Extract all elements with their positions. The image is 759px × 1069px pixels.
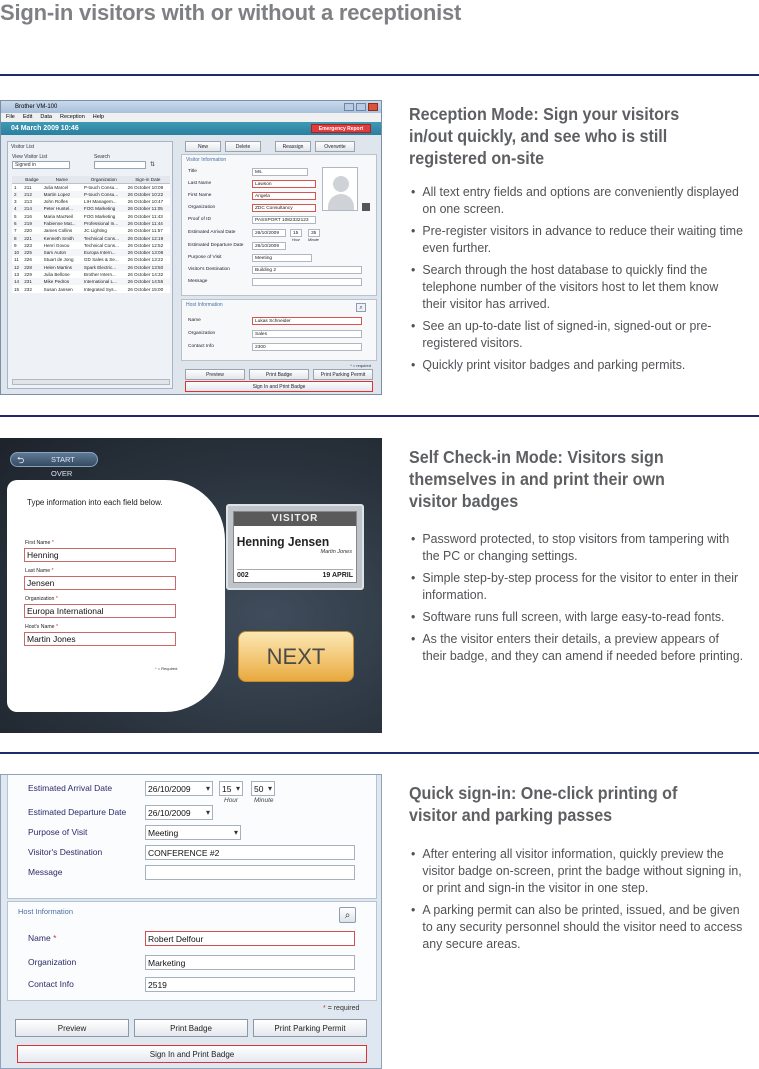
table-cell: 212 <box>24 191 32 197</box>
emergency-report-button[interactable]: Emergency Report <box>311 124 371 133</box>
page-title: Sign-in visitors with or without a receptionist <box>0 0 462 25</box>
table-cell: 216 <box>24 213 32 219</box>
table-cell: 10 <box>14 250 20 256</box>
table-cell: 2 <box>14 191 17 197</box>
column-header[interactable]: Sign-in Date <box>126 176 170 183</box>
table-cell: 14 <box>14 279 20 285</box>
host-org-label: Organization <box>28 957 77 967</box>
table-cell: Martin Lopez <box>43 191 71 197</box>
badge-host-name: Martin Jones <box>320 549 352 555</box>
minute-label: Minute <box>308 238 319 242</box>
bullet-item: • All text entry fields and options are conveniently displayed on one screen. <box>411 183 745 217</box>
host-info-label: Host Information <box>186 302 223 308</box>
table-cell: 12 <box>14 264 20 270</box>
table-cell: Mike Pedros <box>43 279 70 285</box>
table-cell: 26 October 11:05 <box>127 206 163 212</box>
window-titlebar <box>1 101 381 113</box>
hour-label: Hour <box>292 238 300 242</box>
table-row[interactable] <box>12 249 170 256</box>
host-contact-label: Contact Info <box>28 979 74 989</box>
new-button[interactable]: New <box>185 141 221 152</box>
table-cell: James Collins <box>43 228 73 234</box>
host-info-title: Host Information <box>18 907 74 916</box>
table-row[interactable] <box>12 198 170 205</box>
arrival-date-select[interactable]: 26/10/2009 ▾ <box>145 781 213 796</box>
table-cell: 26 October 11:44 <box>127 220 163 226</box>
table-cell: P-touch Consu... <box>83 184 119 190</box>
column-header[interactable]: Badge <box>22 176 41 183</box>
table-cell: 26 October 13:22 <box>127 257 164 263</box>
bullet-item: • Password protected, to stop visitors from tampering with the PC or changing settings. <box>411 530 745 564</box>
last-name-field[interactable]: Lawson <box>252 180 316 188</box>
view-label: View Visitor List <box>12 154 48 160</box>
table-cell: 5 <box>14 213 17 219</box>
table-cell: JC Lighting <box>83 228 107 234</box>
purpose-label: Purpose of Visit <box>28 827 88 837</box>
table-cell: 225 <box>24 250 32 256</box>
current-date: 04 March 2009 10:46 <box>11 125 79 132</box>
table-cell: 6 <box>14 220 17 226</box>
table-cell: 26 October 12:19 <box>127 235 164 241</box>
section-bullets <box>411 845 751 957</box>
table-cell: John Rolfes <box>43 199 68 205</box>
arrival-date-label: Estimated Arrival Date <box>188 230 236 235</box>
table-cell: GD Sales & Se... <box>83 257 119 263</box>
section-title: Self Check-in Mode: Visitors sign themselves in and print their own visitor badges <box>409 447 665 511</box>
start-over-label: START OVER <box>51 455 75 478</box>
destination-input[interactable]: CONFERENCE #2 <box>145 845 355 860</box>
badge-preview <box>226 504 364 590</box>
section-divider <box>0 752 759 754</box>
table-cell: 26 October 10:22 <box>127 191 164 197</box>
arrival-hour-select[interactable]: 15 <box>290 229 302 237</box>
table-cell: Brother Intern... <box>83 272 116 277</box>
table-cell: 213 <box>24 199 32 205</box>
badge-date: 19 APRIL <box>322 572 353 579</box>
visitor-info-label: Visitor Information <box>186 157 227 163</box>
sign-in-print-badge-button[interactable]: Sign In and Print Badge <box>185 381 373 392</box>
table-cell: 26 October 14:32 <box>127 272 164 277</box>
maximize-icon[interactable] <box>356 103 366 111</box>
table-row[interactable] <box>12 285 170 292</box>
table-cell: 13 <box>14 272 20 277</box>
table-cell: Stuart de Jong <box>43 257 74 263</box>
visitor-table <box>12 176 170 293</box>
menu-item[interactable]: File <box>6 114 15 120</box>
last-name-input[interactable]: Jensen <box>24 576 176 590</box>
table-cell: 7 <box>14 228 17 234</box>
message-label: Message <box>28 867 63 877</box>
section-title: Reception Mode: Sign your visitors in/out quickly, and see who is still registered on-site <box>409 104 680 168</box>
table-cell: 221 <box>24 235 32 241</box>
avatar-body-icon <box>328 194 354 210</box>
table-cell: 220 <box>24 228 32 234</box>
table-row[interactable] <box>12 212 170 219</box>
table-cell: Maria MacNeil <box>43 213 73 219</box>
host-name-input[interactable]: Robert Delfour <box>145 931 355 946</box>
table-row[interactable] <box>12 256 170 263</box>
badge-number: 002 <box>237 572 249 579</box>
host-name-field[interactable]: Lukas Schneider <box>252 317 362 325</box>
table-cell: 223 <box>24 242 32 248</box>
visitor-information-panel <box>181 154 377 296</box>
hour-label: Hour <box>224 797 239 804</box>
table-cell: 26 October 15:00 <box>127 286 164 292</box>
preview-button[interactable]: Preview <box>15 1019 129 1037</box>
table-cell: 232 <box>24 286 32 292</box>
sign-in-print-badge-button[interactable]: Sign In and Print Badge <box>17 1045 367 1063</box>
table-cell: Fabienne Mat... <box>43 220 76 226</box>
quick-signin-screenshot <box>0 774 382 1069</box>
menu-item[interactable]: Edit <box>22 114 33 120</box>
first-name-input[interactable]: Henning <box>24 548 176 562</box>
column-header[interactable]: Name <box>42 176 82 183</box>
back-arrow-icon: ⮌ <box>17 455 25 465</box>
title-label: Title <box>188 169 197 174</box>
table-cell: 26 October 10:09 <box>127 184 164 190</box>
delete-button[interactable]: Delete <box>225 141 261 152</box>
bullet-item: • See an up-to-date list of signed-in, signed-out or pre-registered visitors. <box>411 317 745 351</box>
bullet-item: • Search through the host database to quickly find the telephone number of the visitors host to let them know their visitor has arrived. <box>411 261 745 312</box>
departure-date-field[interactable]: 26/10/2009 <box>252 242 286 250</box>
visitor-detail-area <box>181 141 377 389</box>
bullet-item: • A parking permit can also be printed, issued, and be given to any security personnel should the visitor need to access any secure areas. <box>411 901 745 952</box>
departure-date-select[interactable]: 26/10/2009 ▾ <box>145 805 213 820</box>
organization-input[interactable]: Europa International <box>24 604 176 618</box>
arrival-date-label: Estimated Arrival Date <box>28 783 113 793</box>
table-cell: Henri Govou <box>43 242 70 248</box>
next-button[interactable]: NEXT <box>238 631 354 682</box>
table-cell: Professional In... <box>83 220 119 226</box>
table-row[interactable] <box>12 183 170 190</box>
minimize-icon[interactable] <box>344 103 354 111</box>
bullet-item: • As the visitor enters their details, a preview appears of their badge, and they can amend if needed before printing. <box>411 630 745 664</box>
table-cell: 15 <box>14 286 20 292</box>
host-org-input[interactable]: Marketing <box>145 955 355 970</box>
message-field[interactable] <box>252 278 362 286</box>
table-cell: Sam Auton <box>43 250 67 256</box>
print-parking-permit-button[interactable]: Print Parking Permit <box>253 1019 367 1037</box>
table-cell: Helen Martins <box>43 264 72 270</box>
table-row[interactable] <box>12 191 170 198</box>
table-cell: 11 <box>14 257 19 263</box>
search-input[interactable] <box>94 161 146 169</box>
form-instruction: Type information into each field below. <box>27 498 163 507</box>
host-information-panel <box>181 299 377 361</box>
menu-item[interactable]: Data <box>40 114 52 120</box>
table-cell: 214 <box>24 206 32 212</box>
organization-field[interactable]: ZDC Consultancy <box>252 204 316 212</box>
badge-header: VISITOR <box>234 512 356 526</box>
departure-date-label: Estimated Departure Date <box>28 807 127 817</box>
table-cell: Julia Bellone <box>43 272 70 277</box>
table-cell: 4 <box>14 206 17 212</box>
table-row[interactable] <box>12 227 170 234</box>
checkin-form <box>7 480 225 712</box>
table-cell: 26 October 11:43 <box>127 213 163 219</box>
destination-field[interactable]: Building 2 <box>252 266 362 274</box>
table-cell: 26 October 11:57 <box>127 228 163 234</box>
table-row[interactable] <box>12 242 170 249</box>
table-cell: LIH Managem... <box>83 199 117 205</box>
horizontal-scrollbar[interactable] <box>12 379 170 385</box>
required-note: * = required <box>350 363 371 368</box>
arrival-hour-select[interactable]: 15 ▾ <box>219 781 243 796</box>
purpose-select[interactable]: Meeting ▾ <box>145 825 241 840</box>
arrival-minute-select[interactable]: 50 ▾ <box>251 781 275 796</box>
badge-card <box>233 511 357 583</box>
table-row[interactable] <box>12 271 170 278</box>
search-label: Search <box>94 154 110 160</box>
print-badge-button[interactable]: Print Badge <box>249 369 309 380</box>
host-contact-label: Contact Info <box>188 344 214 349</box>
table-cell: 3 <box>14 199 17 205</box>
section-title: Quick sign-in: One-click printing of visitor and parking passes <box>409 783 678 825</box>
host-name-label: Name * <box>28 933 57 943</box>
host-name-label: Host's Name * <box>25 624 59 630</box>
table-cell: P-touch Consu... <box>83 191 119 197</box>
overwrite-button[interactable]: Overwrite <box>315 141 355 152</box>
table-cell: 8 <box>14 235 17 241</box>
table-cell: FOG Marketing <box>83 213 116 219</box>
table-cell: 231 <box>24 279 32 285</box>
table-cell: 26 October 12:52 <box>127 242 164 248</box>
departure-date-label: Estimated Departure Date <box>188 243 244 248</box>
visit-details-panel <box>7 775 377 899</box>
required-note: * = Required <box>155 666 178 671</box>
table-cell: 26 October 10:47 <box>127 199 164 205</box>
camera-icon[interactable] <box>362 203 370 211</box>
minute-label: Minute <box>254 797 274 804</box>
message-input[interactable] <box>145 865 355 880</box>
table-row[interactable] <box>12 205 170 212</box>
section-bullets <box>411 530 751 669</box>
table-cell: Europa Intern... <box>83 250 116 256</box>
required-note: * = required <box>323 1005 360 1012</box>
bullet-item: • After entering all visitor information, quickly preview the visitor badge on-screen, print the badge without signing in, or print and sign-in the visitor in one step. <box>411 845 745 896</box>
title-field[interactable]: Ms. <box>252 168 308 176</box>
section-divider <box>0 74 759 76</box>
menu-item[interactable]: Reception <box>59 114 85 120</box>
table-cell: Integrated Sys... <box>83 286 118 292</box>
destination-label: Visitor's Destination <box>188 267 230 272</box>
first-name-label: First Name <box>188 193 212 198</box>
table-cell: Kenneth Smith <box>43 235 74 241</box>
column-header[interactable] <box>12 176 22 183</box>
column-header[interactable]: Organization <box>82 176 126 183</box>
window-title: Brother VM-100 <box>15 104 58 110</box>
host-information-panel <box>7 901 377 1001</box>
last-name-label: Last Name <box>188 181 212 186</box>
bullet-item: • Software runs full screen, with large easy-to-read fonts. <box>411 608 745 625</box>
close-icon[interactable] <box>368 103 378 111</box>
table-cell: 26 October 13:50 <box>127 264 164 270</box>
host-contact-input[interactable]: 2519 <box>145 977 355 992</box>
visitor-photo[interactable] <box>322 167 358 211</box>
table-row[interactable] <box>12 264 170 271</box>
table-cell: 211 <box>24 184 32 190</box>
badge-visitor-name: Henning Jensen <box>236 534 330 549</box>
search-icon[interactable]: ⌕ <box>356 303 366 312</box>
organization-label: Organization <box>188 205 216 210</box>
host-name-input[interactable]: Martin Jones <box>24 632 176 646</box>
print-parking-permit-button[interactable]: Print Parking Permit <box>313 369 373 380</box>
arrival-minute-select[interactable]: 35 <box>308 229 320 237</box>
view-select[interactable]: Signed in <box>12 161 70 169</box>
table-cell: Technical Cons... <box>83 242 119 248</box>
menu-bar <box>1 113 381 122</box>
table-cell: 26 October 13:08 <box>127 250 164 256</box>
table-row[interactable] <box>12 220 170 227</box>
table-cell: 228 <box>24 264 32 270</box>
message-label: Message <box>188 279 208 284</box>
table-cell: 26 October 14:55 <box>127 279 164 285</box>
print-badge-button[interactable]: Print Badge <box>134 1019 248 1037</box>
bullet-item: • Quickly print visitor badges and parking permits. <box>411 356 745 373</box>
bullet-item: • Simple step-by-step process for the visitor to enter in their information. <box>411 569 745 603</box>
table-row[interactable] <box>12 278 170 285</box>
table-cell: FOG Marketing <box>83 206 116 212</box>
organization-label: Organization * <box>25 596 58 602</box>
section-bullets <box>411 183 751 378</box>
table-cell: 226 <box>24 257 32 263</box>
host-org-label: Organization <box>188 331 216 336</box>
start-over-button[interactable] <box>10 452 98 478</box>
table-cell: 1 <box>14 184 17 190</box>
table-cell: Julia Marcel <box>43 184 69 190</box>
host-name-label: Name <box>188 318 201 323</box>
table-cell: 9 <box>14 242 17 248</box>
menu-item[interactable]: Help <box>92 114 105 120</box>
table-cell: Spark Electric... <box>83 264 117 270</box>
visitor-list-panel <box>7 141 173 389</box>
reception-mode-screenshot <box>0 100 382 395</box>
section-divider <box>0 415 759 417</box>
proof-of-id-label: Proof of ID <box>188 217 211 222</box>
first-name-field[interactable]: Angela <box>252 192 316 200</box>
host-contact-field[interactable]: 2300 <box>252 343 362 351</box>
host-org-field[interactable]: Sales <box>252 330 362 338</box>
purpose-select[interactable]: Meeting <box>252 254 312 262</box>
bullet-item: • Pre-register visitors in advance to reduce their waiting time even further. <box>411 222 745 256</box>
arrival-date-field[interactable]: 26/10/2009 <box>252 229 286 237</box>
self-checkin-screenshot <box>0 438 382 733</box>
search-icon[interactable]: ⌕ <box>339 907 356 923</box>
sort-arrows-icon[interactable]: ⇅ <box>150 162 156 168</box>
proof-of-id-field[interactable]: PASSPORT 1082332123 <box>252 216 316 224</box>
table-cell: Technical Cons... <box>83 235 119 241</box>
first-name-label: First Name * <box>25 540 54 546</box>
table-cell: International L... <box>83 279 117 285</box>
visitor-list-label: Visitor List <box>11 144 34 150</box>
purpose-label: Purpose of Visit <box>188 255 222 260</box>
table-cell: Susan Jansen <box>43 286 73 292</box>
reassign-button[interactable]: Reassign <box>275 141 311 152</box>
preview-button[interactable]: Preview <box>185 369 245 380</box>
last-name-label: Last Name * <box>25 568 54 574</box>
date-bar <box>1 122 381 135</box>
badge-footer <box>237 569 353 579</box>
table-cell: 219 <box>24 220 32 226</box>
table-row[interactable] <box>12 234 170 241</box>
table-cell: Peter Huntel... <box>43 206 73 212</box>
destination-label: Visitor's Destination <box>28 847 103 857</box>
avatar-head-icon <box>333 176 349 192</box>
table-cell: 229 <box>24 272 32 277</box>
